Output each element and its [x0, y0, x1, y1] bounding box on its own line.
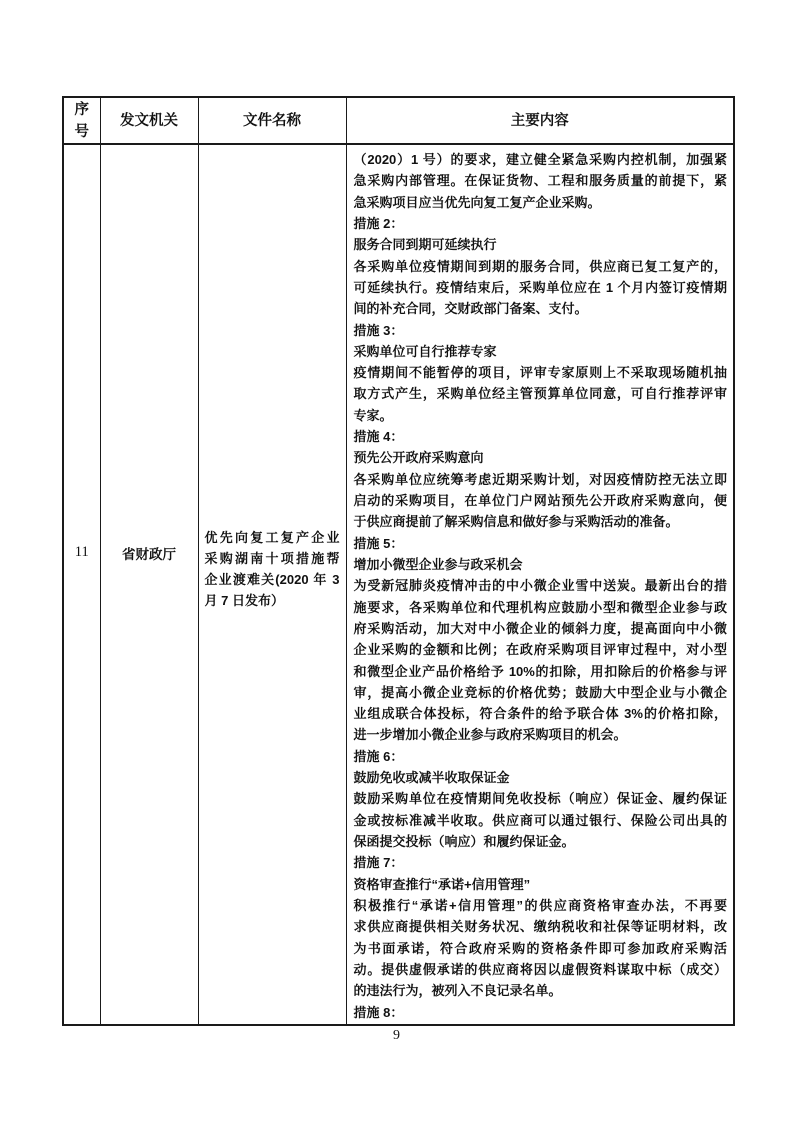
header-index-line1: 序 — [74, 101, 89, 118]
content-line: （2020）1 号）的要求，建立健全紧急采购内控机制，加强紧 — [353, 152, 727, 167]
content-line: 为书面承诺，符合政府采购的资格条件即可参加政府采购活 — [353, 940, 727, 956]
header-index-line2: 号 — [74, 123, 89, 140]
content-line: 措施 2： — [353, 215, 404, 231]
content-line: 和微型企业产品价格给予 10%的扣除，用扣除后的价格参与评 — [353, 663, 727, 679]
content-line: 保函提交投标（响应）和履约保证金。 — [353, 834, 575, 849]
content-line: 金或按标准减半收取。供应商可以通过银行、保险公司出具的 — [353, 812, 727, 828]
content-line: 措施 4： — [353, 429, 404, 445]
content-line: 取方式产生，采购单位经主管预算单位同意，可自行推荐评审 — [353, 386, 727, 402]
page-number: 9 — [393, 1028, 400, 1043]
content-line: 服务合同到期可延续执行 — [353, 237, 497, 253]
header-cell-index — [63, 97, 100, 144]
content-line: 措施 5： — [353, 535, 404, 551]
content-line: 措施 3： — [353, 322, 404, 338]
content-line: 资格审查推行“承诺+信用管理” — [353, 876, 531, 892]
doc-name-lines — [205, 527, 340, 611]
content-line: 各采购单位疫情期间到期的服务合同，供应商已复工复产的， — [353, 258, 727, 274]
content-line: 为受新冠肺炎疫情冲击的中小微企业雪中送炭。最新出台的措 — [353, 578, 727, 594]
content-line: 审，提高小微企业竞标的价格优势；鼓励大中型企业与小微企 — [353, 684, 727, 700]
content-line: 措施 7： — [353, 855, 404, 871]
table-row — [63, 144, 734, 1025]
content-line: 施要求，各采购单位和代理机构应鼓励小型和微型企业参与政 — [353, 599, 727, 615]
content-line: 可延续执行。疫情结束后，采购单位应在 1 个月内签订疫情期 — [353, 279, 727, 295]
table-header-row — [63, 97, 734, 144]
content-line: 专家。 — [353, 407, 393, 423]
content-line: 鼓励免收或减半收取保证金 — [353, 770, 510, 786]
content-line: 间的补充合同，交财政部门备案、支付。 — [353, 301, 588, 317]
content-line: 急采购内部管理。在保证货物、工程和服务质量的前提下，紧 — [353, 173, 727, 189]
content-line: 鼓励采购单位在疫情期间免收投标（响应）保证金、履约保证 — [353, 791, 727, 807]
content-line: 预先公开政府采购意向 — [353, 450, 484, 466]
header-cell-agency: 发文机关 — [100, 97, 198, 144]
content-line: 业组成联合体投标，符合条件的给予联合体 3%的价格扣除， — [353, 706, 727, 722]
content-line: 府采购活动，加大对中小微企业的倾斜力度，提高面向中小微 — [353, 620, 727, 636]
content-line: 增加小微型企业参与政采机会 — [353, 556, 523, 572]
content-line: 疫情期间不能暂停的项目，评审专家原则上不采取现场随机抽 — [353, 365, 727, 381]
cell-content — [346, 144, 734, 1025]
doc-name-line: 采购湖南十项措施帮 — [204, 550, 340, 566]
content-line: 积极推行“承诺+信用管理”的供应商资格审查办法，不再要 — [353, 897, 727, 913]
doc-name-line: 月 7 日发布） — [204, 592, 284, 608]
content-line: 启动的采购项目，在单位门户网站预先公开政府采购意向，便 — [353, 493, 727, 508]
doc-name-line: 优先向复工复产企业 — [204, 529, 340, 545]
cell-index — [63, 144, 100, 1025]
header-cell-doc-name: 文件名称 — [198, 97, 346, 144]
content-line: 措施 8： — [353, 1004, 404, 1020]
agency-name: 省财政厅 — [122, 546, 176, 562]
content-line: 于供应商提前了解采购信息和做好参与采购活动的准备。 — [353, 514, 679, 530]
content-line: 各采购单位应统筹考虑近期采购计划，对因疫情防控无法立即 — [353, 471, 727, 487]
content-line: 动。提供虚假承诺的供应商将因以虚假资料谋取中标（成交） — [353, 961, 727, 977]
content-line: 企业采购的金额和比例；在政府采购项目评审过程中，对小型 — [353, 642, 727, 658]
row-index-value: 11 — [74, 544, 89, 560]
content-lines — [354, 149, 728, 1023]
regulations-table — [62, 96, 735, 1026]
header-cell-content: 主要内容 — [346, 97, 734, 144]
doc-name-line: 企业渡难关(2020 年 3 — [204, 571, 340, 587]
content-line: 进一步增加小微企业参与政府采购项目的机会。 — [353, 727, 627, 743]
content-line: 的违法行为，被列入不良记录名单。 — [353, 983, 562, 999]
content-line: 急采购项目应当优先向复工复产企业采购。 — [353, 194, 601, 210]
content-line: 措施 6： — [353, 748, 404, 764]
content-line: 求供应商提供相关财务状况、缴纳税收和社保等证明材料，改 — [353, 919, 727, 935]
cell-agency — [100, 144, 198, 1025]
cell-doc-name — [198, 144, 346, 1025]
content-line: 采购单位可自行推荐专家 — [353, 343, 497, 359]
